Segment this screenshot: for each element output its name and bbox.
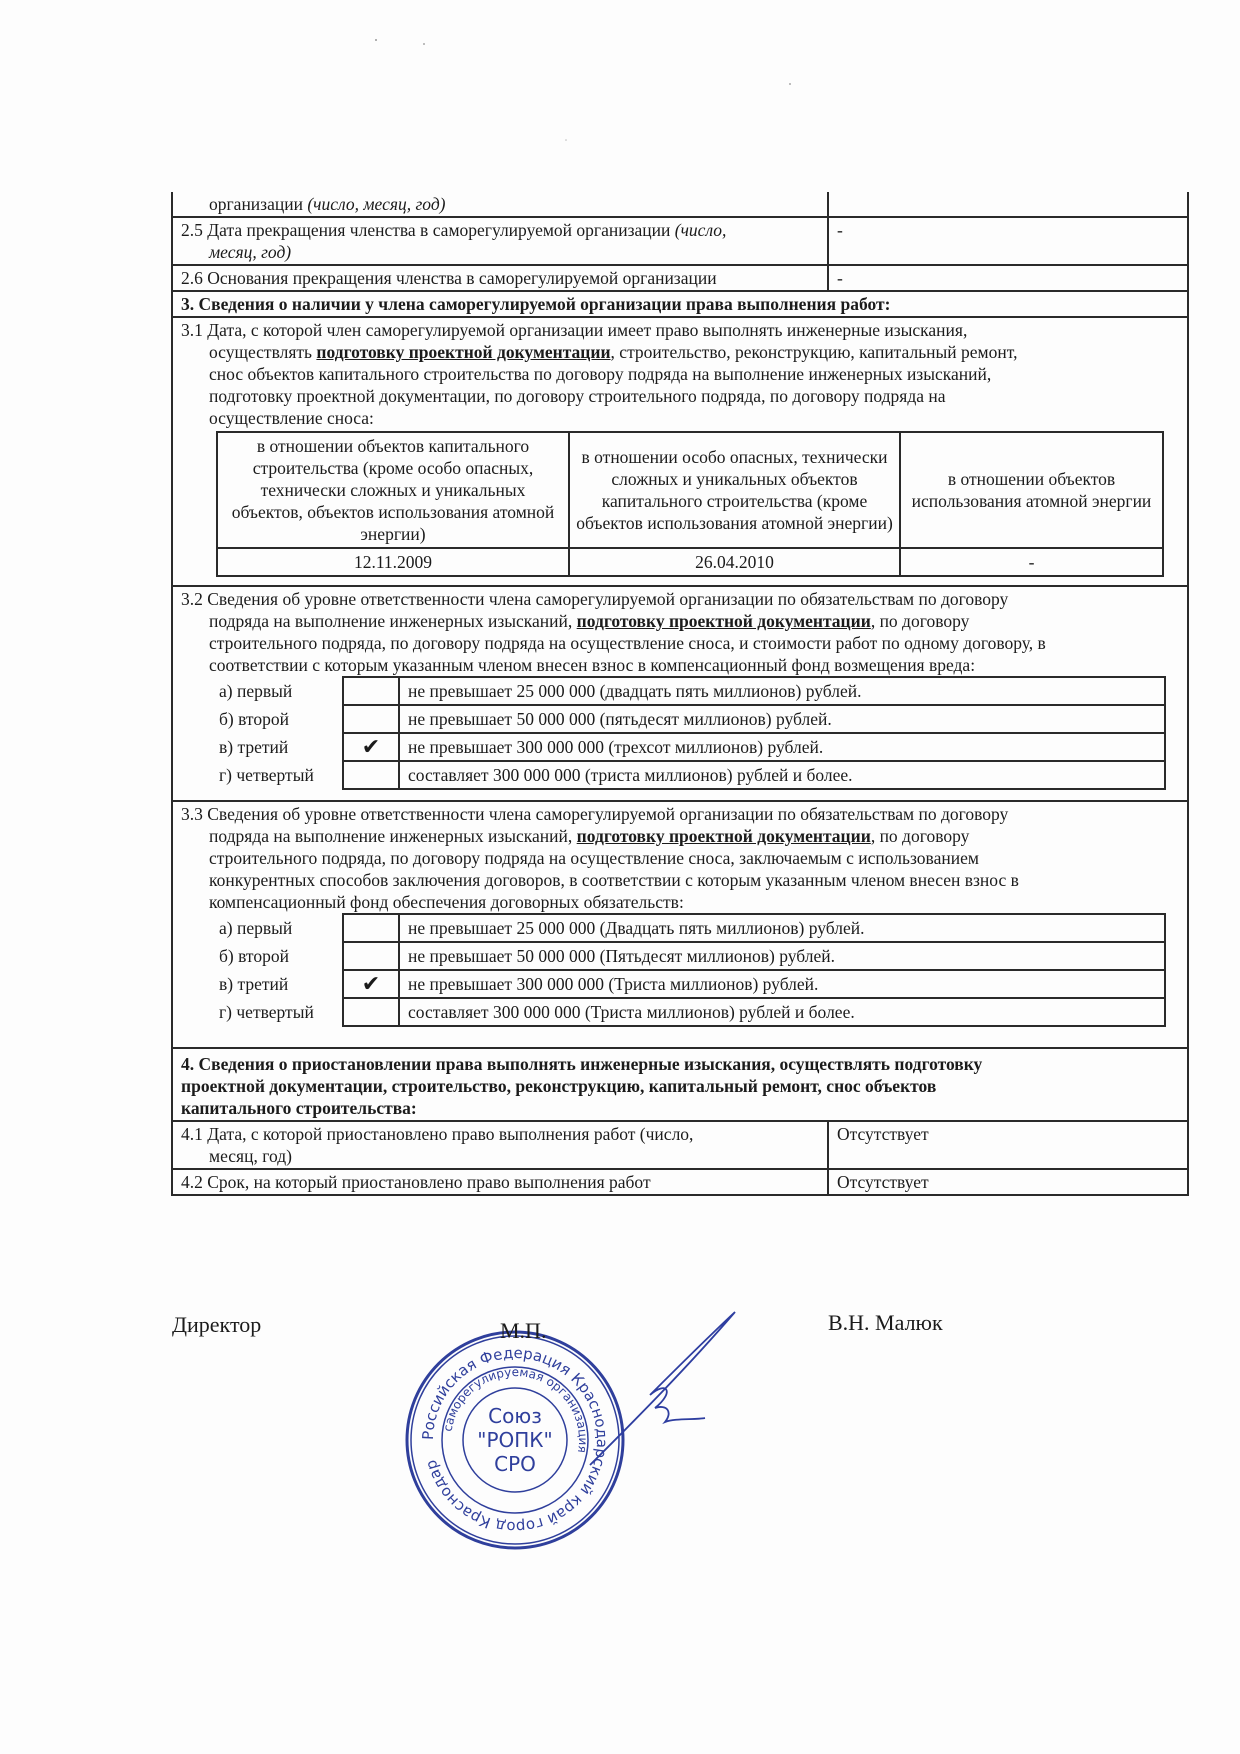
r26-label: 2.6 Основания прекращения членства в саморегулируемой организации <box>181 268 717 288</box>
r26-value: - <box>837 268 843 288</box>
rights-dates-table <box>216 431 1164 577</box>
level-row <box>213 914 1165 942</box>
section4-heading-c: капитального строительства: <box>181 1098 417 1118</box>
organization-seal <box>405 1300 805 1600</box>
s33-line-d: конкурентных способов заключения договоров, в соответствии с которым указанным членом внесен взнос в <box>209 870 1019 890</box>
level-checkbox <box>343 998 399 1026</box>
level-checkmark: ✔ <box>343 733 399 761</box>
r25-hint-a: (число, <box>674 220 727 240</box>
col-header-1: в отношении объектов капитального строительства (кроме особо опасных, технически сложных и уникальных объектов, объектов использования атомной энергии) <box>217 432 569 548</box>
level-label: а) первый <box>219 918 293 938</box>
level-label: б) второй <box>219 709 289 729</box>
org-cont-hint: (число, месяц, год) <box>307 194 446 214</box>
s33-line-a: 3.3 Сведения об уровне ответственности члена саморегулируемой организации по обязательствам по договору <box>181 804 1009 824</box>
s31-line-b: осуществлять подготовку проектной документации, строительство, реконструкцию, капитальный ремонт, <box>209 342 1018 362</box>
level-desc: не превышает 25 000 000 (Двадцать пять миллионов) рублей. <box>399 914 1165 942</box>
level-checkbox <box>343 761 399 789</box>
stamp-inner-text: саморегулируемая организация <box>440 1364 591 1454</box>
stamp-center-bot: СРО <box>494 1452 536 1476</box>
level-checkbox <box>343 914 399 942</box>
liability-levels-32 <box>213 676 1166 790</box>
level-label: в) третий <box>219 737 289 757</box>
level-desc: составляет 300 000 000 (триста миллионов) рублей и более. <box>399 761 1165 789</box>
col-value-1: 12.11.2009 <box>217 548 569 576</box>
row-3-2 <box>172 586 1188 801</box>
r41-value: Отсутствует <box>837 1124 929 1144</box>
r41-line-b: месяц, год) <box>209 1146 292 1166</box>
level-row <box>213 942 1165 970</box>
level-row <box>213 677 1165 705</box>
level-desc: не превышает 25 000 000 (двадцать пять миллионов) рублей. <box>399 677 1165 705</box>
level-row <box>213 998 1165 1026</box>
row-section-4-heading <box>172 1048 1188 1121</box>
level-desc: не превышает 300 000 000 (трехсот миллионов) рублей. <box>399 733 1165 761</box>
stamp-mp-label: М.П. <box>500 1318 547 1343</box>
level-row <box>213 970 1165 998</box>
org-cont-text: организации <box>209 194 303 214</box>
s31-line-a: 3.1 Дата, с которой член саморегулируемой организации имеет право выполнять инженерные изыскания, <box>181 320 968 340</box>
level-desc: составляет 300 000 000 (Триста миллионов) рублей и более. <box>399 998 1165 1026</box>
level-row <box>213 733 1165 761</box>
level-row <box>213 705 1165 733</box>
level-row <box>213 761 1165 789</box>
level-checkbox <box>343 942 399 970</box>
row-section-3-heading <box>172 291 1188 317</box>
row-4-2 <box>172 1169 1188 1195</box>
stamp-outer-text: Российская Федерация Краснодарский край город Краснодар <box>418 1343 612 1537</box>
s31-line-e: осуществление сноса: <box>209 408 374 428</box>
s32-line-c: строительного подряда, по договору подряда на осуществление сноса, и стоимости работ по одному договору, в <box>209 633 1046 653</box>
section3-heading: 3. Сведения о наличии у члена саморегулируемой организации права выполнения работ: <box>181 294 891 314</box>
s33-line-c: строительного подряда, по договору подряда на осуществление сноса, заключаемым с использованием <box>209 848 979 868</box>
col-header-3: в отношении объектов использования атомной энергии <box>900 432 1163 548</box>
s31-line-c: снос объектов капитального строительства по договору подряда на выполнение инженерных изысканий, <box>209 364 992 384</box>
scan-specks <box>0 0 1240 180</box>
level-desc: не превышает 50 000 000 (Пятьдесят миллионов) рублей. <box>399 942 1165 970</box>
stamp-center-top: Союз <box>488 1404 542 1428</box>
s33-line-b: подряда на выполнение инженерных изысканий, подготовку проектной документации, по договору <box>209 826 970 846</box>
s32-line-b: подряда на выполнение инженерных изысканий, подготовку проектной документации, по договору <box>209 611 970 631</box>
row-4-1 <box>172 1121 1188 1169</box>
signature-stroke <box>590 1312 735 1465</box>
registry-table <box>171 192 1189 1196</box>
col-value-3: - <box>900 548 1163 576</box>
level-desc: не превышает 50 000 000 (пятьдесят миллионов) рублей. <box>399 705 1165 733</box>
r25-label: 2.5 Дата прекращения членства в саморегулируемой организации <box>181 220 671 240</box>
r41-line-a: 4.1 Дата, с которой приостановлено право выполнения работ (число, <box>181 1124 694 1144</box>
s31-line-d: подготовку проектной документации, по договору строительного подряда, по договору подряда на <box>209 386 946 406</box>
level-label: г) четвертый <box>219 765 314 785</box>
stamp-center-mid: "РОПК" <box>477 1428 553 1452</box>
signature-area <box>0 1300 1240 1600</box>
col-header-2: в отношении особо опасных, технически сложных и уникальных объектов капитального строительства (кроме объектов использования атомной энергии) <box>569 432 900 548</box>
s33-line-e: компенсационный фонд обеспечения договорных обязательств: <box>209 892 684 912</box>
s32-line-d: соответствии с которым указанным членом внесен взнос в компенсационный фонд возмещения вреда: <box>209 655 976 675</box>
r25-hint-b: месяц, год) <box>209 242 292 262</box>
row-3-1 <box>172 317 1188 586</box>
r42-label: 4.2 Срок, на который приостановлено право выполнения работ <box>181 1172 651 1192</box>
level-label: в) третий <box>219 974 289 994</box>
level-checkbox <box>343 677 399 705</box>
level-label: г) четвертый <box>219 1002 314 1022</box>
level-checkmark: ✔ <box>343 970 399 998</box>
row-2-5 <box>172 217 1188 265</box>
row-2-6 <box>172 265 1188 291</box>
row-3-3 <box>172 801 1188 1048</box>
section4-heading-b: проектной документации, строительство, реконструкцию, капитальный ремонт, снос объектов <box>181 1076 937 1096</box>
level-desc: не превышает 300 000 000 (Триста миллионов) рублей. <box>399 970 1165 998</box>
r25-value: - <box>837 220 843 240</box>
level-label: а) первый <box>219 681 293 701</box>
col-value-2: 26.04.2010 <box>569 548 900 576</box>
s32-line-a: 3.2 Сведения об уровне ответственности члена саморегулируемой организации по обязательствам по договору <box>181 589 1009 609</box>
level-checkbox <box>343 705 399 733</box>
r42-value: Отсутствует <box>837 1172 929 1192</box>
liability-levels-33 <box>213 913 1166 1027</box>
level-label: б) второй <box>219 946 289 966</box>
row-membership-date-cont <box>172 192 1188 217</box>
section4-heading-a: 4. Сведения о приостановлении права выполнять инженерные изыскания, осуществлять подготовку <box>181 1054 983 1074</box>
signatory-title: Директор <box>172 1312 262 1337</box>
signatory-name: В.Н. Малюк <box>828 1310 943 1335</box>
